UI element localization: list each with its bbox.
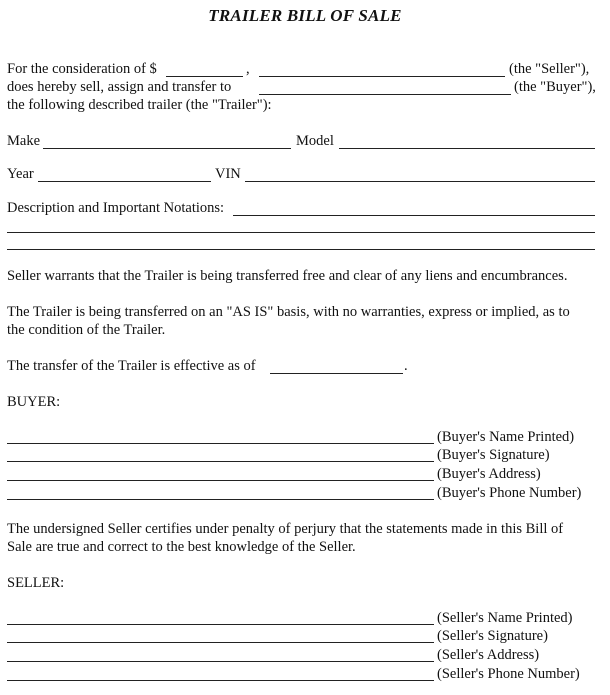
- seller-signature-line[interactable]: [7, 642, 434, 643]
- year-label: Year: [7, 166, 34, 182]
- effective-date-field[interactable]: [270, 373, 403, 374]
- buyer-name-field[interactable]: [259, 94, 511, 95]
- seller-signature-label: (Seller's Signature): [437, 628, 548, 644]
- description-field[interactable]: [233, 215, 595, 216]
- certify-paragraph-line-2: Sale are true and correct to the best knowledge of the Seller.: [7, 539, 356, 555]
- seller-tag: (the "Seller"),: [509, 61, 590, 77]
- effective-date-period: .: [404, 358, 408, 374]
- description-line-3[interactable]: [7, 249, 595, 250]
- described-trailer-text: the following described trailer (the "Trailer"):: [7, 97, 272, 113]
- description-label: Description and Important Notations:: [7, 200, 225, 216]
- as-is-paragraph-line-2: the condition of the Trailer.: [7, 322, 166, 338]
- description-line-2[interactable]: [7, 232, 595, 233]
- model-field[interactable]: [339, 148, 595, 149]
- buyer-signature-line[interactable]: [7, 461, 434, 462]
- make-label: Make: [7, 133, 41, 149]
- buyer-phone-line[interactable]: [7, 499, 434, 500]
- year-field[interactable]: [38, 181, 211, 182]
- seller-address-line[interactable]: [7, 661, 434, 662]
- seller-phone-line[interactable]: [7, 680, 434, 681]
- seller-name-printed-line[interactable]: [7, 624, 434, 625]
- buyer-phone-label: (Buyer's Phone Number): [437, 485, 582, 501]
- buyer-tag: (the "Buyer"),: [514, 79, 596, 95]
- buyer-signature-label: (Buyer's Signature): [437, 447, 550, 463]
- consideration-label: For the consideration of $: [7, 61, 157, 77]
- make-field[interactable]: [43, 148, 291, 149]
- buyer-name-printed-line[interactable]: [7, 443, 434, 444]
- seller-heading: SELLER:: [7, 575, 65, 591]
- consideration-amount-field[interactable]: [166, 76, 243, 77]
- certify-paragraph-line-1: The undersigned Seller certifies under penalty of perjury that the statements made in this Bill of: [7, 521, 564, 537]
- buyer-address-line[interactable]: [7, 480, 434, 481]
- consideration-comma: ,: [246, 61, 250, 77]
- warranty-paragraph: Seller warrants that the Trailer is being transferred free and clear of any liens and encumbrances.: [7, 268, 568, 284]
- buyer-name-printed-label: (Buyer's Name Printed): [437, 429, 575, 445]
- seller-name-field[interactable]: [259, 76, 505, 77]
- seller-phone-label: (Seller's Phone Number): [437, 666, 580, 682]
- buyer-heading: BUYER:: [7, 394, 61, 410]
- buyer-address-label: (Buyer's Address): [437, 466, 541, 482]
- seller-address-label: (Seller's Address): [437, 647, 540, 663]
- as-is-paragraph-line-1: The Trailer is being transferred on an "AS IS" basis, with no warranties, express or implied, as to: [7, 304, 570, 320]
- seller-name-printed-label: (Seller's Name Printed): [437, 610, 573, 626]
- document-title: TRAILER BILL OF SALE: [208, 6, 402, 25]
- model-label: Model: [296, 133, 334, 149]
- vin-field[interactable]: [245, 181, 595, 182]
- effective-date-label: The transfer of the Trailer is effective as of: [7, 358, 256, 374]
- transfer-to-label: does hereby sell, assign and transfer to: [7, 79, 232, 95]
- vin-label: VIN: [215, 166, 241, 182]
